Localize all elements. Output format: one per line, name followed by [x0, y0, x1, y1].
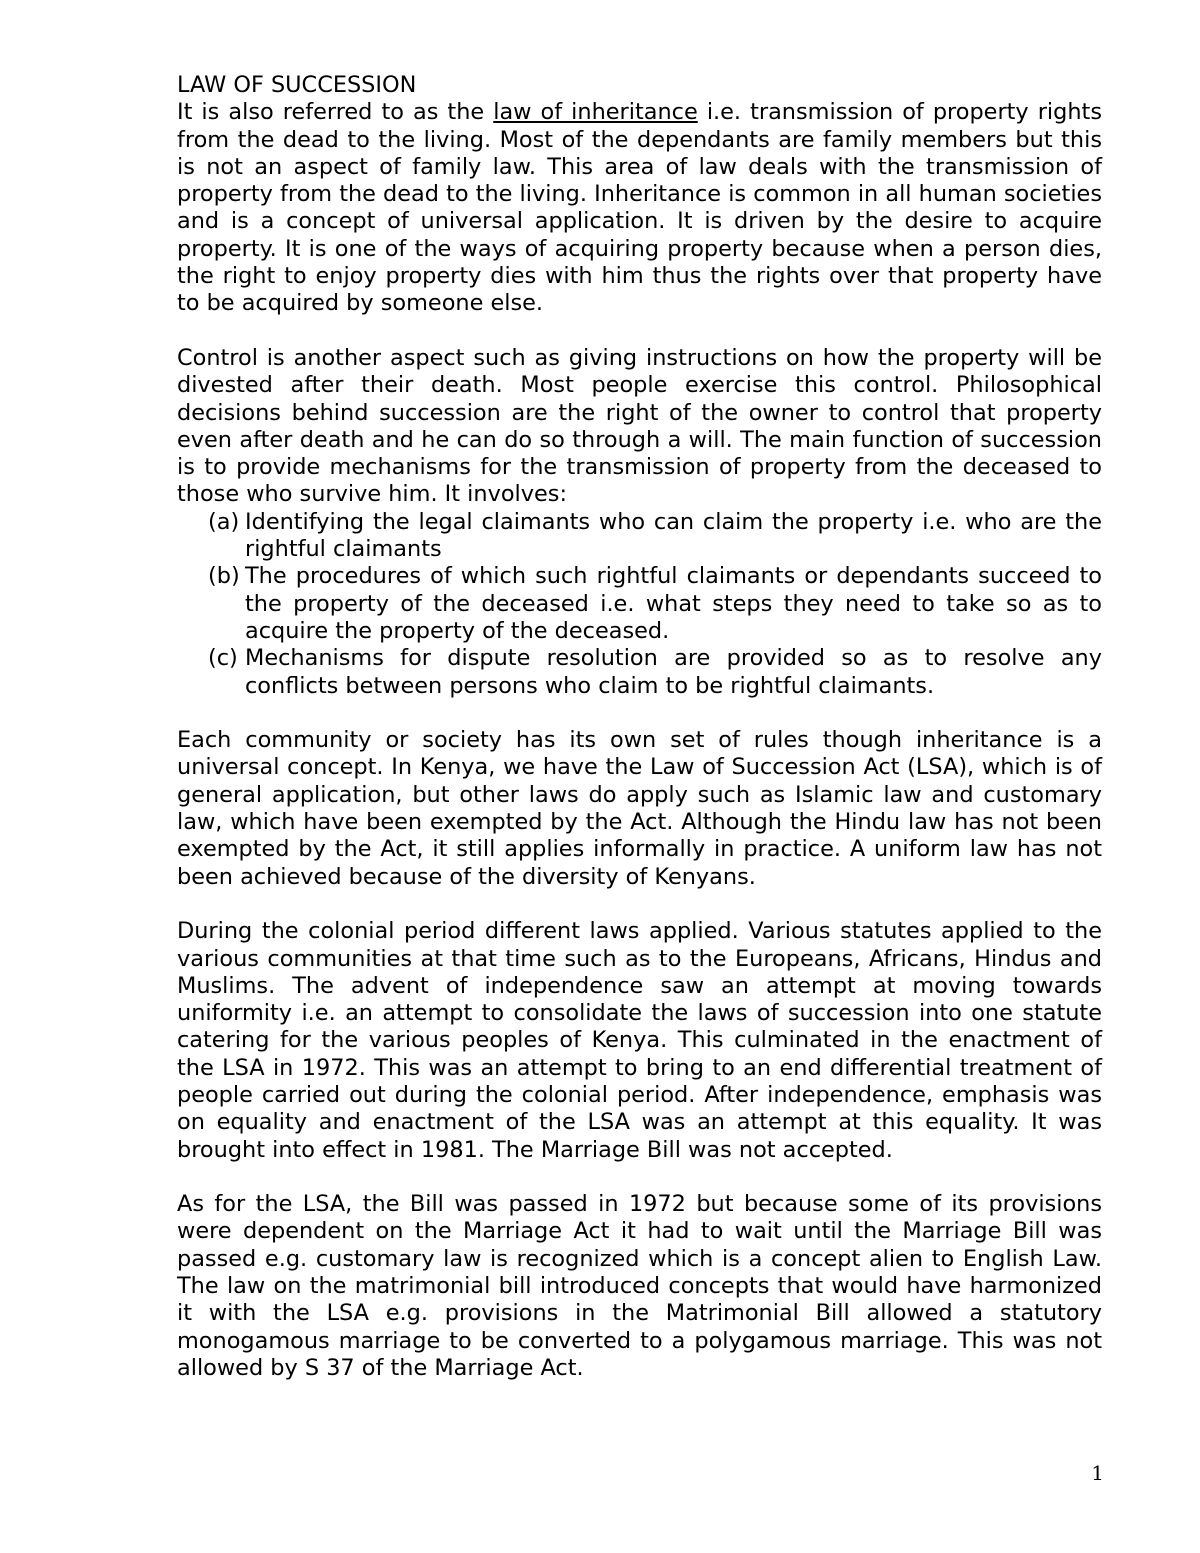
paragraph-definition [177, 99, 1102, 317]
paragraph-control: Control is another aspect such as giving instructions on how the property will be divested after their death. Most people exercise this control. Philosophical decisions behind succession are the right of the owner to control that property even after death and he can do so through a will. The main function of succession is to provide mechanisms for the transmission of property from the deceased to those who survive him. It involves: [177, 344, 1102, 508]
list-item-text: Mechanisms for dispute resolution are provided so as to resolve any conflicts between persons who claim to be rightful claimants. [245, 645, 1102, 699]
paragraph-community-rules: Each community or society has its own set of rules though inheritance is a universal concept. In Kenya, we have the Law of Succession Act (LSA), which is of general application, but other laws do apply such as Islamic law and customary law, which have been exempted by the Act. Although the Hindu law has not been exempted by the Act, it still applies informally in practice. A uniform law has not been achieved because of the diversity of Kenyans. [177, 727, 1102, 890]
paragraph-spacer [177, 891, 1102, 918]
paragraph-lsa-bill: As for the LSA, the Bill was passed in 1972 but because some of its provisions were dependent on the Marriage Act it had to wait until the Marriage Bill was passed e.g. customary law is recognized which is a concept alien to English Law. The law on the matrimonial bill introduced concepts that would have harmonized it with the LSA e.g. provisions in the Matrimonial Bill allowed a statutory monogamous marriage to be converted to a polygamous marriage. This was not allowed by S 37 of the Marriage Act. [177, 1191, 1102, 1381]
paragraph-spacer [177, 1164, 1102, 1191]
list-item [177, 563, 1102, 645]
document-page [177, 72, 1102, 1382]
list-item-text: The procedures of which such rightful claimants or dependants succeed to the property of the deceased i.e. what steps they need to take so as to acquire the property of the deceased. [245, 563, 1102, 644]
list-item [177, 509, 1102, 564]
list-marker: (b) [208, 563, 240, 590]
paragraph-spacer [177, 700, 1102, 727]
list-item [177, 645, 1102, 700]
list-marker: (c) [208, 645, 238, 672]
law-of-inheritance-term: law of inheritance [493, 99, 698, 126]
list-marker: (a) [208, 508, 240, 535]
paragraph-spacer [177, 318, 1102, 345]
page-number: 1 [1091, 1461, 1104, 1485]
paragraph-definition-intro: It is also referred to as the [177, 99, 494, 126]
involves-list [177, 509, 1102, 700]
paragraph-definition-body: i.e. transmission of property rights from the dead to the living. Most of the dependants are family members but this is not an aspect of family law. This area of law deals with the transmission of property from the dead to the living. Inheritance is common in all human societies and is a concept of universal application. It is driven by the desire to acquire property. It is one of the ways of acquiring property because when a person dies, the right to enjoy property dies with him thus the rights over that property have to be acquired by someone else. [177, 99, 1103, 317]
paragraph-colonial-period: During the colonial period different laws applied. Various statutes applied to the various communities at that time such as to the Europeans, Africans, Hindus and Muslims. The advent of independence saw an attempt at moving towards uniformity i.e. an attempt to consolidate the laws of succession into one statute catering for the various peoples of Kenya. This culminated in the enactment of the LSA in 1972. This was an attempt to bring to an end differential treatment of people carried out during the colonial period. After independence, emphasis was on equality and enactment of the LSA was an attempt at this equality. It was brought into effect in 1981. The Marriage Bill was not accepted. [177, 918, 1102, 1163]
document-title: LAW OF SUCCESSION [177, 72, 417, 98]
list-item-text: Identifying the legal claimants who can claim the property i.e. who are the rightful claimants [245, 508, 1102, 563]
